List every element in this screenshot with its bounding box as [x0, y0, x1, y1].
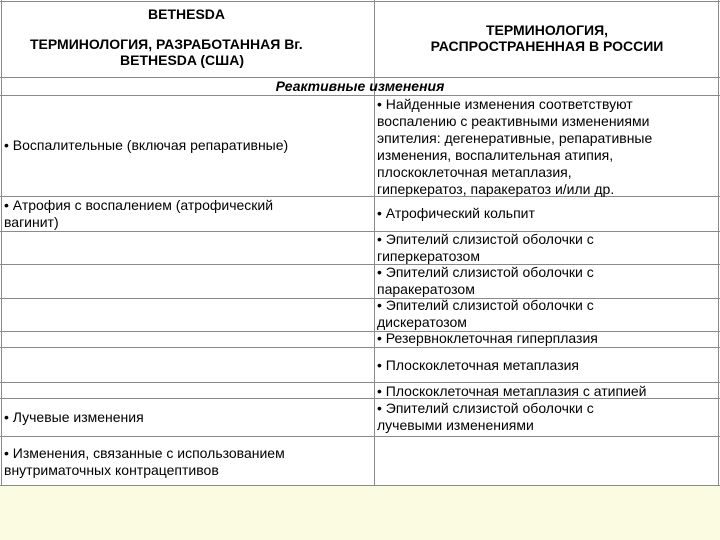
slide-background-area	[0, 486, 720, 540]
header-left-line2: ТЕРМИНОЛОГИЯ, РАЗРАБОТАННАЯ Вг.	[30, 36, 303, 52]
row9-left: • Лучевые изменения	[4, 409, 144, 425]
row7-right: • Плоскоклеточная метаплазия	[377, 357, 580, 373]
row2-left: • Атрофия с воспалением (атрофический вагинит)	[4, 197, 274, 230]
row-line	[0, 436, 720, 437]
header-right-line1: ТЕРМИНОЛОГИЯ,	[485, 22, 609, 38]
row4-right: • Эпителий слизистой оболочки с паракератозом	[377, 264, 594, 297]
header-right-line2: РАСПРОСТРАНЕННАЯ В РОССИИ	[430, 38, 664, 54]
table-border-left	[1, 0, 2, 486]
column-divider	[374, 0, 375, 486]
row10-left: • Изменения, связанные с использованием внутриматочных контрацептивов	[4, 445, 285, 478]
row8-right: • Плоскоклеточная метаплазия с атипией	[377, 383, 647, 399]
section-title: Реактивные изменения	[275, 78, 445, 94]
row-line	[0, 347, 720, 348]
row9-right: • Эпителий слизистой оболочки с лучевыми изменениями	[377, 400, 594, 433]
table-border-right	[718, 0, 719, 486]
row-line	[0, 1, 720, 2]
row6-right: • Резервноклеточная гиперплазия	[377, 330, 598, 346]
row3-right: • Эпителий слизистой оболочки с гиперкератозом	[377, 231, 594, 264]
row1-left: • Воспалительные (включая репаративные)	[4, 137, 289, 153]
header-left-line1: BETHESDA	[148, 6, 226, 22]
header-right	[376, 22, 718, 54]
header-left	[4, 6, 372, 68]
header-left-line3: BETHESDA (США)	[120, 52, 244, 68]
row2-right: • Атрофический кольпит	[377, 205, 535, 221]
row1-right: • Найденные изменения соответствуют воспалению с реактивными изменениями эпителия: дегенеративные, репаративные изменения, воспалительная атипия, плоскоклеточная метаплазия, гиперкератоз, паракератоз и/или др.	[377, 96, 653, 197]
row5-right: • Эпителий слизистой оболочки с дискератозом	[377, 297, 594, 330]
